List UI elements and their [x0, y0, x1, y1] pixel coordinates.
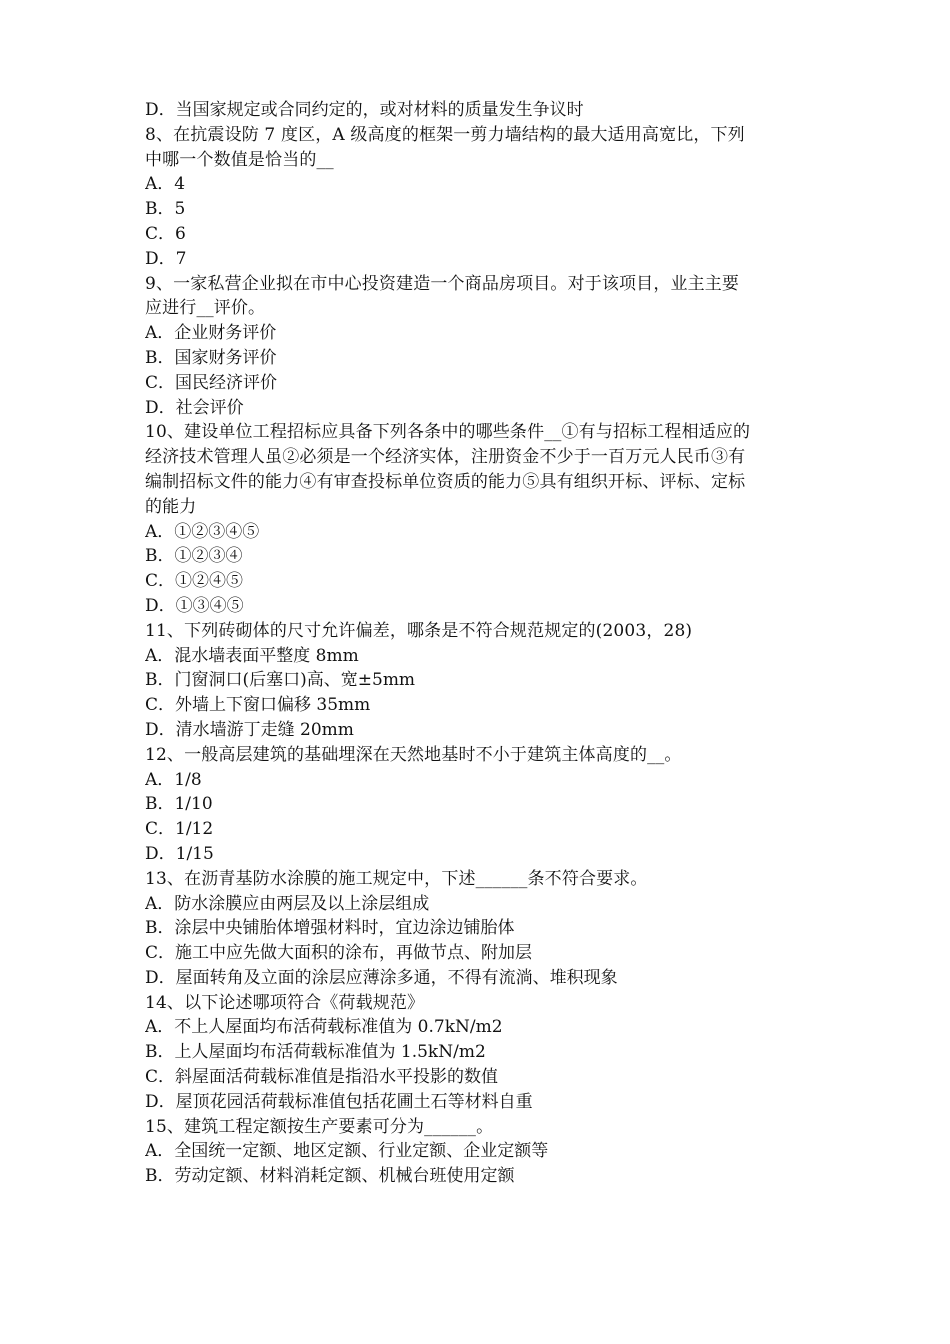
option-text: C．6 — [145, 223, 186, 244]
question-text-line: 应进行__评价。 — [145, 298, 266, 319]
question-stem — [145, 1115, 810, 1140]
answer-option — [145, 966, 810, 991]
option-text: B．5 — [145, 199, 186, 220]
option-text: D．屋顶花园活荷载标准值包括花圃土石等材料自重 — [145, 1091, 533, 1112]
answer-option — [145, 693, 810, 718]
answer-option — [145, 172, 810, 197]
question-stem — [145, 991, 810, 1016]
question-text-line: 10、建设单位工程招标应具备下列各条中的哪些条件__①有与招标工程相适应的 — [145, 422, 751, 443]
answer-option — [145, 1090, 810, 1115]
answer-option — [145, 1040, 810, 1065]
answer-option — [145, 520, 810, 545]
question-text-line: 11、下列砖砌体的尺寸允许偏差，哪条是不符合规范规定的(2003，28) — [145, 620, 693, 641]
question-text-line: 13、在沥青基防水涂膜的施工规定中，下述______条不符合要求。 — [145, 868, 648, 889]
answer-option — [145, 1164, 810, 1189]
answer-option — [145, 1139, 810, 1164]
option-text: A．防水涂膜应由两层及以上涂层组成 — [145, 893, 430, 914]
answer-option — [145, 346, 810, 371]
option-text: D．社会评价 — [145, 397, 244, 418]
question-text-line: 15、建筑工程定额按生产要素可分为______。 — [145, 1116, 494, 1137]
option-text: C．1/12 — [145, 819, 214, 840]
option-text: A．1/8 — [145, 769, 202, 790]
option-text: A．全国统一定额、地区定额、行业定额、企业定额等 — [145, 1141, 549, 1162]
answer-option — [145, 569, 810, 594]
question-stem — [145, 123, 810, 173]
answer-option — [145, 396, 810, 421]
option-text: B．上人屋面均布活荷载标准值为 1.5kN/m2 — [145, 1042, 486, 1063]
question-text-line: 经济技术管理人虽②必须是一个经济实体，注册资金不少于一百万元人民币③有 — [145, 447, 746, 468]
option-text: B．涂层中央铺胎体增强材料时，宜边涂边铺胎体 — [145, 918, 515, 939]
answer-option — [145, 842, 810, 867]
option-text: A．不上人屋面均布活荷载标准值为 0.7kN/m2 — [145, 1017, 503, 1038]
answer-option — [145, 321, 810, 346]
question-text-line: 的能力 — [145, 496, 197, 517]
document-page — [145, 98, 810, 1189]
option-text: B．劳动定额、材料消耗定额、机械台班使用定额 — [145, 1166, 515, 1187]
question-text-line: 编制招标文件的能力④有审查投标单位资质的能力⑤具有组织开标、评标、定标 — [145, 471, 746, 492]
option-text: D．①③④⑤ — [145, 595, 244, 616]
option-text: D．7 — [145, 248, 187, 269]
option-text: C．①②④⑤ — [145, 571, 244, 592]
option-text: A．混水墙表面平整度 8mm — [145, 645, 359, 666]
option-text: B．国家财务评价 — [145, 347, 277, 368]
answer-option — [145, 247, 810, 272]
option-text: D．清水墙游丁走缝 20mm — [145, 719, 354, 740]
answer-option — [145, 222, 810, 247]
answer-option — [145, 768, 810, 793]
answer-option — [145, 916, 810, 941]
answer-option — [145, 371, 810, 396]
option-text: B．1/10 — [145, 794, 213, 815]
option-text: D．1/15 — [145, 843, 214, 864]
answer-option — [145, 892, 810, 917]
option-text: B．①②③④ — [145, 546, 243, 567]
answer-option — [145, 668, 810, 693]
answer-option — [145, 1065, 810, 1090]
option-text: D．当国家规定或合同约定的，或对材料的质量发生争议时 — [145, 100, 584, 120]
answer-option — [145, 644, 810, 669]
answer-option — [145, 792, 810, 817]
answer-option — [145, 594, 810, 619]
answer-option — [145, 817, 810, 842]
option-text: C．国民经济评价 — [145, 372, 278, 393]
question-stem — [145, 272, 810, 322]
option-text: A．企业财务评价 — [145, 323, 277, 344]
option-text: A．①②③④⑤ — [145, 521, 260, 542]
answer-option — [145, 1015, 810, 1040]
question-stem — [145, 420, 810, 519]
question-stem — [145, 867, 810, 892]
question-text-line: 12、一般高层建筑的基础埋深在天然地基时不小于建筑主体高度的__。 — [145, 744, 682, 765]
question-stem — [145, 743, 810, 768]
question-text-line: 中哪一个数值是恰当的__ — [145, 149, 334, 170]
option-text: C．斜屋面活荷载标准值是指沿水平投影的数值 — [145, 1067, 499, 1088]
answer-option — [145, 544, 810, 569]
answer-option — [145, 718, 810, 743]
question-text-line: 8、在抗震设防 7 度区，A 级高度的框架一剪力墙结构的最大适用高宽比，下列 — [145, 124, 745, 145]
question-stem — [145, 619, 810, 644]
answer-option — [145, 98, 810, 123]
question-text-line: 14、以下论述哪项符合《荷载规范》 — [145, 992, 425, 1013]
option-text: C．外墙上下窗口偏移 35mm — [145, 695, 371, 716]
option-text: B．门窗洞口(后塞口)高、宽±5mm — [145, 670, 416, 691]
answer-option — [145, 197, 810, 222]
question-text-line: 9、一家私营企业拟在市中心投资建造一个商品房项目。对于该项目，业主主要 — [145, 273, 740, 294]
answer-option — [145, 941, 810, 966]
option-text: D．屋面转角及立面的涂层应薄涂多通，不得有流淌、堆积现象 — [145, 967, 618, 988]
option-text: C．施工中应先做大面积的涂布，再做节点、附加层 — [145, 943, 533, 964]
option-text: A．4 — [145, 174, 186, 195]
